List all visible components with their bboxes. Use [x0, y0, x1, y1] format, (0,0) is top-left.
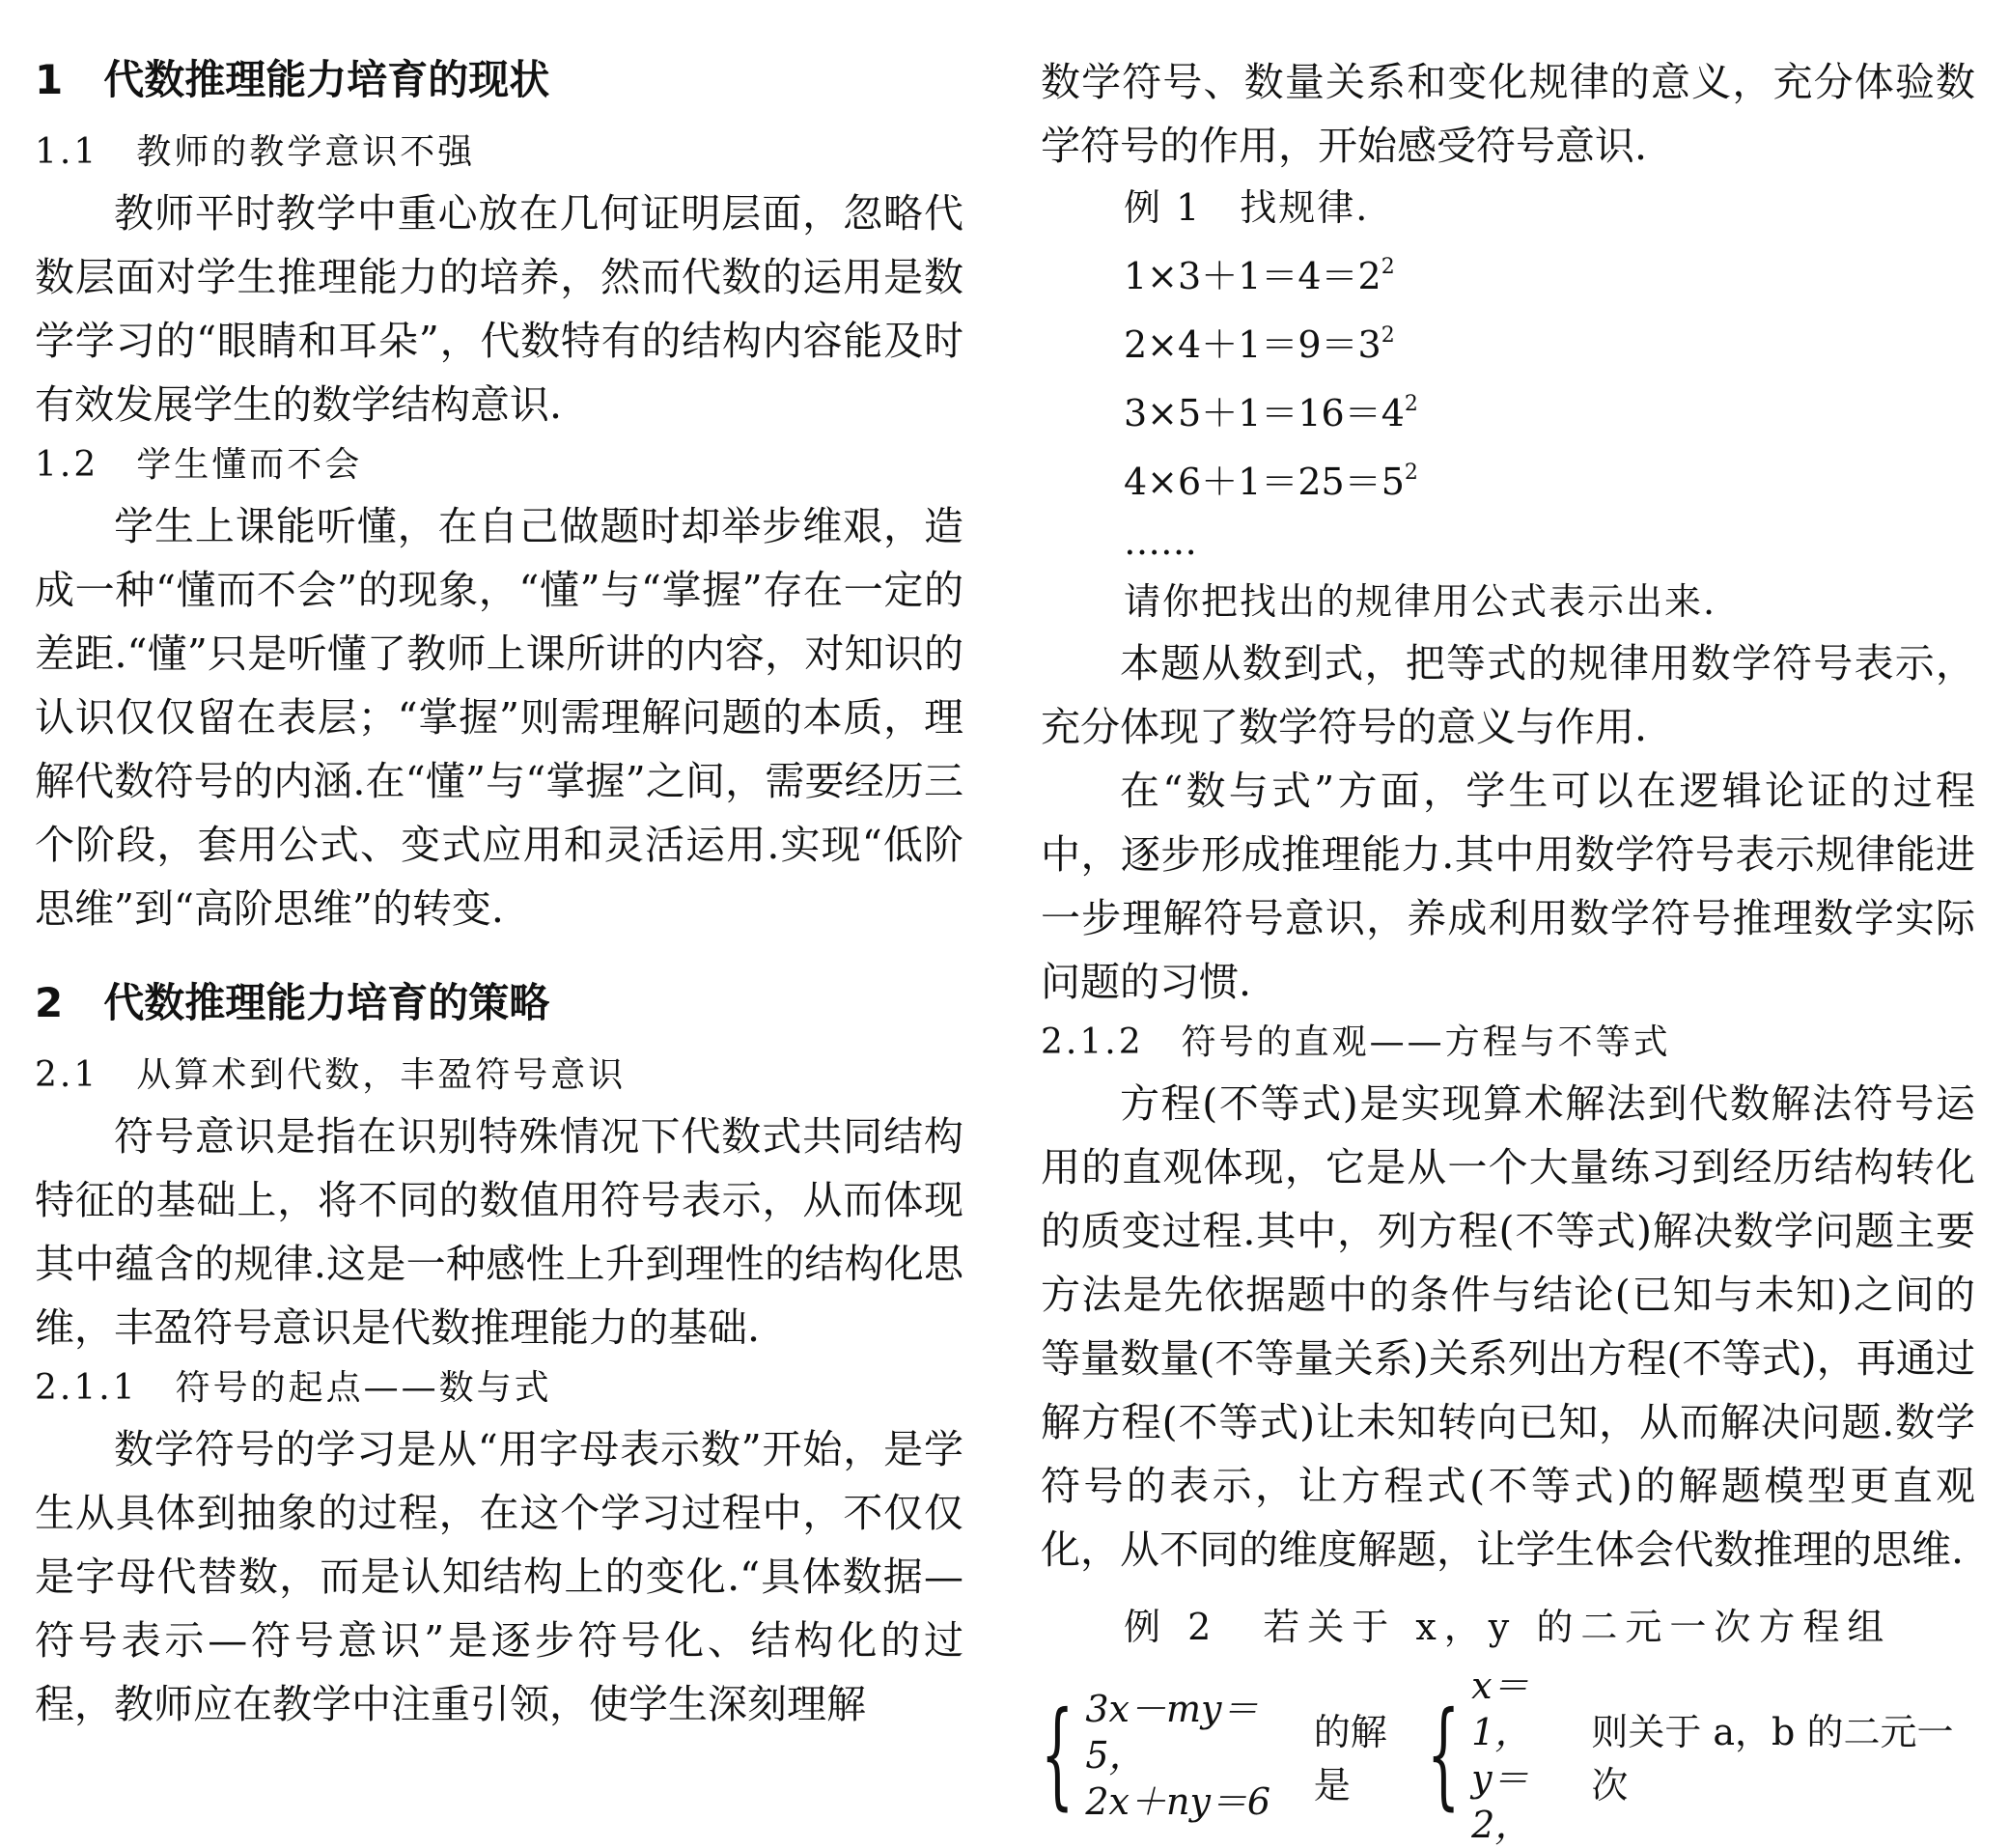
left-column [35, 50, 963, 1736]
section-spacer [35, 940, 963, 973]
example-question: 请你把找出的规律用公式表示出来. [1124, 580, 1717, 623]
example-1-heading: 例 1 找规律. [1124, 186, 1370, 229]
subsection-heading-2-1-2: 2.1.2 符号的直观——方程与不等式 [1041, 1022, 1671, 1062]
subsection-heading-2-1-1: 2.1.1 符号的起点——数与式 [35, 1368, 552, 1408]
right-column [1041, 50, 1975, 1848]
left-brace-icon: { [1041, 1688, 1074, 1822]
paragraph: 学生上课能听懂，在自己做题时却举步维艰，造成一种“懂而不会”的现象，“懂”与“掌握”存在一定的差距.“懂”只是听懂了教师上课所讲的内容，对知识的认识仅仅留在表层；“掌握”则需理解问题的本质，理解代数符号的内涵.在“懂”与“掌握”之间，需要经历三个阶段，套用公式、变式应用和灵活运用.实现“低阶思维”到“高阶思维”的转变. [35, 503, 963, 932]
equation-line: $2\times 4+1=9=3^2$ [1124, 323, 1395, 366]
example-2-heading: 例 2 若关于 x，y 的二元一次方程组 [1124, 1606, 1892, 1648]
equation-line: $4\times 6+1=25=5^2$ [1124, 461, 1418, 503]
equation-system-2: x＝1， y＝2， [1471, 1665, 1532, 1846]
section-heading-1: 1 代数推理能力培育的现状 [35, 56, 550, 103]
equation-system-1: 3x－my＝5， 2x＋ny＝6 [1085, 1688, 1271, 1823]
left-brace-icon: { [1426, 1688, 1461, 1822]
equation-line: $3\times 5+1=16=4^2$ [1124, 392, 1418, 434]
subsection-heading-2-1: 2.1 从算术到代数，丰盈符号意识 [35, 1055, 627, 1095]
equation-line: $1\times 3+1=4=2^2$ [1124, 255, 1395, 297]
paragraph: 符号意识是指在识别特殊情况下代数式共同结构特征的基础上，将不同的数值用符号表示，从而体现其中蕴含的规律.这是一种感性上升到理性的结构化思维，丰盈符号意识是代数推理能力的基础. [35, 1113, 963, 1351]
section-heading-2: 2 代数推理能力培育的策略 [35, 979, 550, 1026]
subsection-heading-1-1: 1.1 教师的教学意识不强 [35, 132, 476, 172]
continuation-text: 则关于 a，b 的二元一次 [1591, 1711, 1954, 1806]
equation-system-row [1041, 1663, 1975, 1848]
subsection-heading-1-2: 1.2 学生懂而不会 [35, 445, 363, 485]
paragraph: 数学符号、数量关系和变化规律的意义，充分体验数学符号的作用，开始感受符号意识. [1041, 59, 1975, 169]
paragraph: 本题从数到式，把等式的规律用数学符号表示，充分体现了数学符号的意义与作用. [1041, 640, 1975, 750]
ellipsis: …… [1124, 520, 1197, 563]
paragraph: 教师平时教学中重心放在几何证明层面，忽略代数层面对学生推理能力的培养，然而代数的运用是数学学习的“眼睛和耳朵”，代数特有的结构内容能及时有效发展学生的数学结构意识. [35, 190, 963, 428]
solution-text: 的解是 [1313, 1711, 1387, 1806]
paragraph: 在“数与式”方面，学生可以在逻辑论证的过程中，逐步形成推理能力.其中用数学符号表示规律能进一步理解符号意识，养成利用数学符号推理数学实际问题的习惯. [1041, 768, 1975, 1005]
paragraph: 方程(不等式)是实现算术解法到代数解法符号运用的直观体现，它是从一个大量练习到经历结构转化的质变过程.其中，列方程(不等式)解决数学问题主要方法是先依据题中的条件与结论(已知与未知)之间的等量数量(不等量关系)关系列出方程(不等式)，再通过解方程(不等式)让未知转向已知，从而解决问题.数学符号的表示，让方程式(不等式)的解题模型更直观化，从不同的维度解题，让学生体会代数推理的思维. [1041, 1080, 1975, 1573]
paragraph: 数学符号的学习是从“用字母表示数”开始，是学生从具体到抽象的过程，在这个学习过程中，不仅仅是字母代替数，而是认知结构上的变化.“具体数据—符号表示—符号意识”是逐步符号化、结构化的过程，教师应在教学中注重引领，使学生深刻理解 [35, 1426, 963, 1727]
